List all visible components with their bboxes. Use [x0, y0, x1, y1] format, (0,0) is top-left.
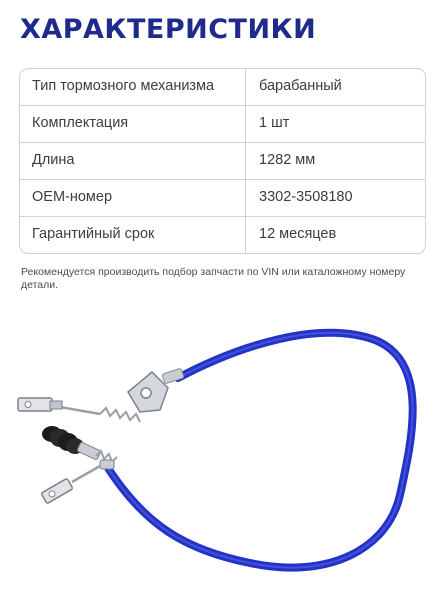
spec-row	[20, 69, 425, 106]
specs-table	[19, 68, 426, 254]
page-title: ХАРАКТЕРИСТИКИ	[20, 14, 317, 45]
spec-value: 3302-3508180	[259, 189, 353, 205]
spec-label: Комплектация	[20, 106, 246, 142]
spec-label: OEM-номер	[20, 180, 246, 216]
selection-note: Рекомендуется производить подбор запчасти по VIN или каталожному номеру детали.	[21, 266, 406, 291]
spec-label: Гарантийный срок	[20, 217, 246, 254]
spec-row	[20, 143, 425, 180]
spec-value: 12 месяцев	[259, 226, 337, 242]
spec-value: 1 шт	[259, 115, 290, 131]
spec-label: Тип тормозного механизма	[20, 69, 246, 105]
spec-value: барабанный	[259, 78, 342, 94]
spec-value: 1282 мм	[259, 152, 316, 168]
brake-cable-icon	[0, 300, 445, 600]
spec-label: Длина	[20, 143, 246, 179]
cable-sheath	[108, 333, 413, 568]
spec-row	[20, 180, 425, 217]
spec-row	[20, 217, 425, 254]
spec-row	[20, 106, 425, 143]
